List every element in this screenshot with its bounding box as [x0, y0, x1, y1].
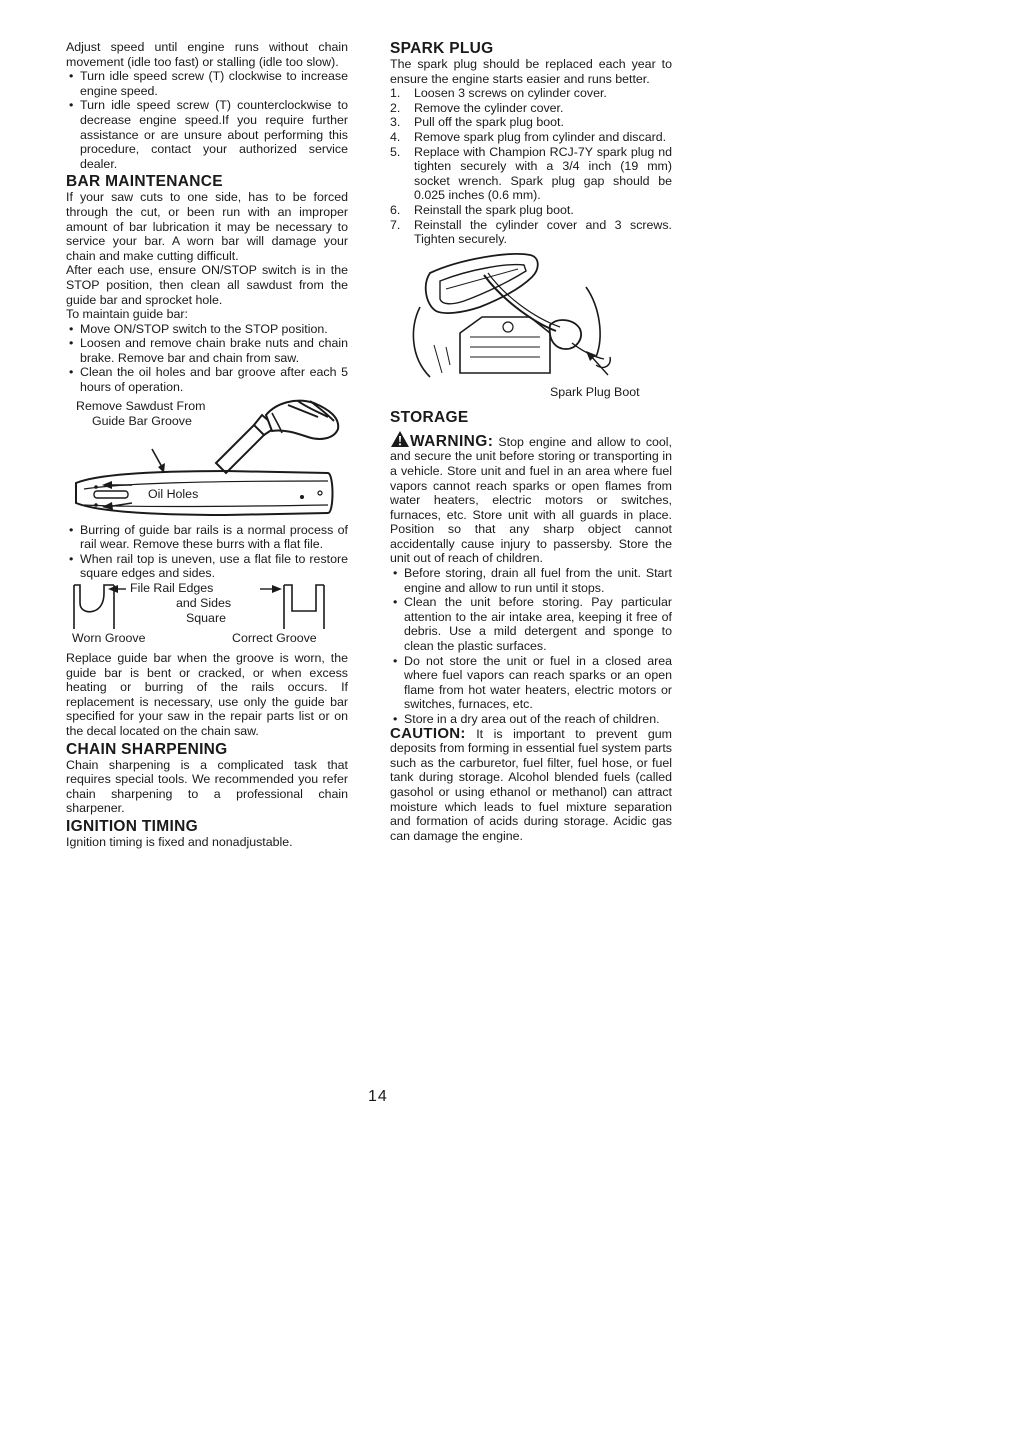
warning-label: WARNING:: [410, 432, 494, 450]
ignition-timing-heading: IGNITION TIMING: [66, 817, 198, 835]
worn-groove-label: Worn Groove: [72, 631, 146, 646]
idle-intro-text: Adjust speed until engine runs without chain movement (idle too fast) or stalling (idle too slow).: [66, 40, 348, 69]
oil-holes-label: Oil Holes: [148, 486, 199, 501]
spark-plug-figure: [390, 247, 672, 405]
file-rail-label-line-3: Square: [186, 611, 226, 626]
correct-groove-label: Correct Groove: [232, 631, 317, 646]
list-item: • Before storing, drain all fuel from the unit. Start engine and allow to run until it stops.: [390, 566, 672, 595]
chain-sharpening-heading: CHAIN SHARPENING: [66, 740, 228, 758]
caution-paragraph: [390, 724, 672, 844]
page-number: 14: [368, 1088, 388, 1105]
idle-bullet-list: [66, 69, 348, 171]
bar-maintenance-para-2: After each use, ensure ON/STOP switch is in the STOP position, then clean all sawdust from the guide bar and sprocket hole.: [66, 263, 348, 307]
spark-plug-intro: The spark plug should be replaced each year to ensure the engine starts easier and runs better.: [390, 57, 672, 86]
list-item: • Clean the unit before storing. Pay particular attention to the air intake area, keeping it free of debris. Use a mild detergent and sponge to clean the plastic surfaces.: [390, 595, 672, 653]
bar-maintenance-para-1: If your saw cuts to one side, has to be forced through the cut, or been run with an improper amount of bar lubrication it may be necessary to service your bar. A worn bar will damage your chain and make cutting difficult.: [66, 190, 348, 263]
guide-bar-cleaning-figure: [66, 395, 348, 523]
list-item: • Do not store the unit or fuel in a closed area where fuel vapors can reach sparks or an open flame from hot water heaters, electric motors or switches, furnaces, etc.: [390, 654, 672, 712]
spark-plug-illustration: [390, 247, 672, 405]
file-rail-label-line-1: File Rail Edges: [130, 581, 214, 596]
list-item: • Store in a dry area out of the reach of children.: [390, 712, 672, 727]
sawdust-label-line-2: Guide Bar Groove: [92, 413, 192, 428]
caution-text: It is important to prevent gum deposits from forming in essential fuel system parts such as the carburetor, fuel filter, fuel hose, or fuel tank during storage. Alcohol blended fuels (called gasohol or using ethanol or methanol) can attract moisture which leads to fuel mixture separation and formation of acids during storage. Acidic gas can damage the engine.: [390, 726, 672, 843]
list-item: 1. Loosen 3 screws on cylinder cover.: [390, 86, 607, 101]
chain-sharpening-text: Chain sharpening is a complicated task that requires special tools. We recommended you refer chain sharpening to a professional chain sharpener.: [66, 757, 348, 816]
list-item: • Move ON/STOP switch to the STOP position.: [66, 322, 348, 337]
bar-maintenance-bullets: [66, 322, 348, 395]
sawdust-label-line-1: Remove Sawdust From: [76, 398, 206, 413]
list-item: 7. Reinstall the cylinder cover and 3 screws. Tighten securely.: [390, 217, 672, 247]
ignition-timing-text: Ignition timing is fixed and nonadjustable.: [66, 834, 293, 849]
list-item: • Turn idle speed screw (T) counterclockwise to decrease engine speed.If you require further assistance or are unsure about performing this procedure, contact your authorized service dealer.: [66, 98, 348, 171]
list-item: • Turn idle speed screw (T) clockwise to increase engine speed.: [66, 69, 348, 98]
groove-comparison-figure: [66, 581, 348, 647]
warning-text: Stop engine and allow to cool, and secure the unit before storing or transporting in a vehicle. Store unit and fuel in an area where fuel vapors cannot reach sparks or open flames from water heaters, electric motors or switches, furnaces, etc. Store unit with all guards in place. Position so that any sharp object cannot accidentally cause injury to passersby. Store the unit out of reach of children.: [390, 434, 672, 566]
left-column: [66, 40, 348, 850]
bar-maintenance-heading: BAR MAINTENANCE: [66, 173, 223, 191]
right-column: [390, 40, 672, 843]
list-item: • Burring of guide bar rails is a normal process of rail wear. Remove these burrs with a flat file.: [66, 523, 348, 552]
list-item: • Clean the oil holes and bar groove after each 5 hours of operation.: [66, 365, 348, 394]
list-item: 5. Replace with Champion RCJ-7Y spark plug nd tighten securely with a 3/4 inch (19 mm) socket wrench. Spark plug gap should be 0.025 inches (0.6 mm).: [390, 144, 672, 203]
list-item: 4. Remove spark plug from cylinder and discard.: [390, 129, 667, 144]
bar-maintenance-para-3: To maintain guide bar:: [66, 307, 188, 322]
list-item: • Loosen and remove chain brake nuts and chain brake. Remove bar and chain from saw.: [66, 336, 348, 365]
storage-bullets: [390, 566, 672, 727]
file-rail-label-line-2: and Sides: [176, 596, 232, 611]
list-item: • When rail top is uneven, use a flat file to restore square edges and sides.: [66, 552, 348, 581]
warning-paragraph: [390, 430, 672, 566]
storage-heading: STORAGE: [390, 408, 469, 426]
list-item: 2. Remove the cylinder cover.: [390, 100, 564, 115]
spark-plug-boot-label: Spark Plug Boot: [550, 384, 640, 399]
list-item: 3. Pull off the spark plug boot.: [390, 115, 564, 130]
spark-plug-steps: [390, 86, 672, 247]
caution-label: CAUTION:: [390, 724, 466, 742]
list-item: 6. Reinstall the spark plug boot.: [390, 202, 574, 217]
rail-bullets: [66, 523, 348, 581]
spark-plug-heading: SPARK PLUG: [390, 40, 494, 57]
warning-triangle-icon: [390, 430, 410, 448]
replace-guide-bar-text: Replace guide bar when the groove is worn, the guide bar is bent or cracked, or when excess heating or burring of the rails occurs. If replacement is necessary, use only the guide bar specified for your saw in the repair parts list or on the decal located on the chain saw.: [66, 651, 348, 738]
